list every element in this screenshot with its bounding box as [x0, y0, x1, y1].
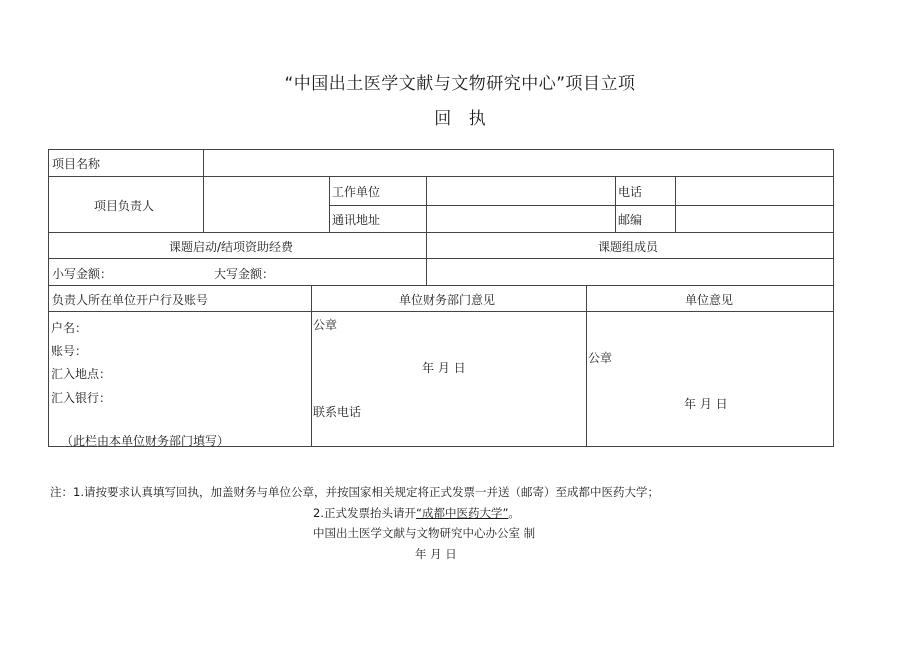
form-title: “中国出土医学文献与文物研究中心”项目立项 — [284, 74, 636, 94]
amount-cell[interactable] — [48, 258, 427, 286]
bank-info-cell[interactable] — [48, 311, 312, 447]
project-name-input-cell[interactable] — [203, 149, 834, 177]
note-1: 注：1.请按要求认真填写回执，加盖财务与单位公章，并按国家相关规定将正式发票一并送（邮寄）至成都中医药大学； — [50, 485, 659, 499]
unit-seal-label: 公章 — [588, 351, 613, 365]
leader-input-cell[interactable] — [203, 176, 330, 233]
work-unit-label-cell — [329, 176, 427, 206]
big-amount-label: 大写金额： — [214, 267, 275, 281]
finance-opinion-header-cell — [311, 285, 587, 312]
subtitle-char-1: 回 — [434, 109, 452, 129]
address-label: 通讯地址 — [332, 213, 381, 227]
note-2 — [313, 505, 520, 521]
contact-phone-label: 联系电话 — [313, 405, 362, 419]
leader-label: 项目负责人 — [94, 199, 155, 213]
funding-header-cell — [48, 232, 427, 259]
postcode-label: 邮编 — [618, 213, 643, 227]
note-2-suffix: 。 — [508, 506, 520, 520]
project-name-label: 项目名称 — [52, 157, 101, 171]
note-2-prefix: 2.正式发票抬头请开 — [313, 506, 416, 520]
phone-label: 电话 — [618, 185, 643, 199]
members-header-cell — [426, 232, 834, 259]
unit-opinion-cell[interactable] — [586, 311, 834, 447]
members-label: 课题组成员 — [598, 240, 659, 254]
unit-opinion-label: 单位意见 — [685, 293, 734, 307]
finance-seal-label: 公章 — [313, 318, 338, 332]
phone-input-cell[interactable] — [675, 176, 834, 206]
work-unit-input-cell[interactable] — [426, 176, 616, 206]
form-subtitle — [0, 104, 920, 129]
office-signature: 中国出土医学文献与文物研究中心办公室 制 — [313, 526, 536, 540]
postcode-label-cell — [615, 205, 676, 233]
members-input-cell[interactable] — [426, 258, 834, 286]
account-no-label: 账号： — [51, 344, 88, 358]
funding-label: 课题启动/结项资助经费 — [169, 240, 294, 254]
remit-place-label: 汇入地点： — [51, 367, 112, 381]
remit-bank-label: 汇入银行： — [51, 391, 112, 405]
finance-opinion-cell[interactable] — [311, 311, 587, 447]
invoice-title: “成都中医药大学” — [415, 506, 509, 520]
project-name-label-cell — [48, 149, 204, 177]
address-label-cell — [329, 205, 427, 233]
unit-date-label: 年 月 日 — [684, 397, 728, 411]
leader-label-cell — [48, 176, 204, 233]
bank-header-cell — [48, 285, 312, 312]
work-unit-label: 工作单位 — [332, 185, 381, 199]
finance-opinion-label: 单位财务部门意见 — [399, 293, 496, 307]
account-name-label: 户名： — [51, 321, 88, 335]
registration-form-table — [48, 149, 834, 447]
bank-header-label: 负责人所在单位开户行及账号 — [52, 293, 209, 307]
address-input-cell[interactable] — [426, 205, 616, 233]
postcode-input-cell[interactable] — [675, 205, 834, 233]
footer-date: 年 月 日 — [415, 547, 457, 561]
finance-date-label: 年 月 日 — [422, 361, 466, 375]
phone-label-cell — [615, 176, 676, 206]
fill-note: （此栏由本单位财务部门填写） — [61, 434, 230, 448]
unit-opinion-header-cell — [586, 285, 834, 312]
subtitle-char-2: 执 — [468, 109, 486, 129]
small-amount-label: 小写金额： — [52, 267, 113, 281]
